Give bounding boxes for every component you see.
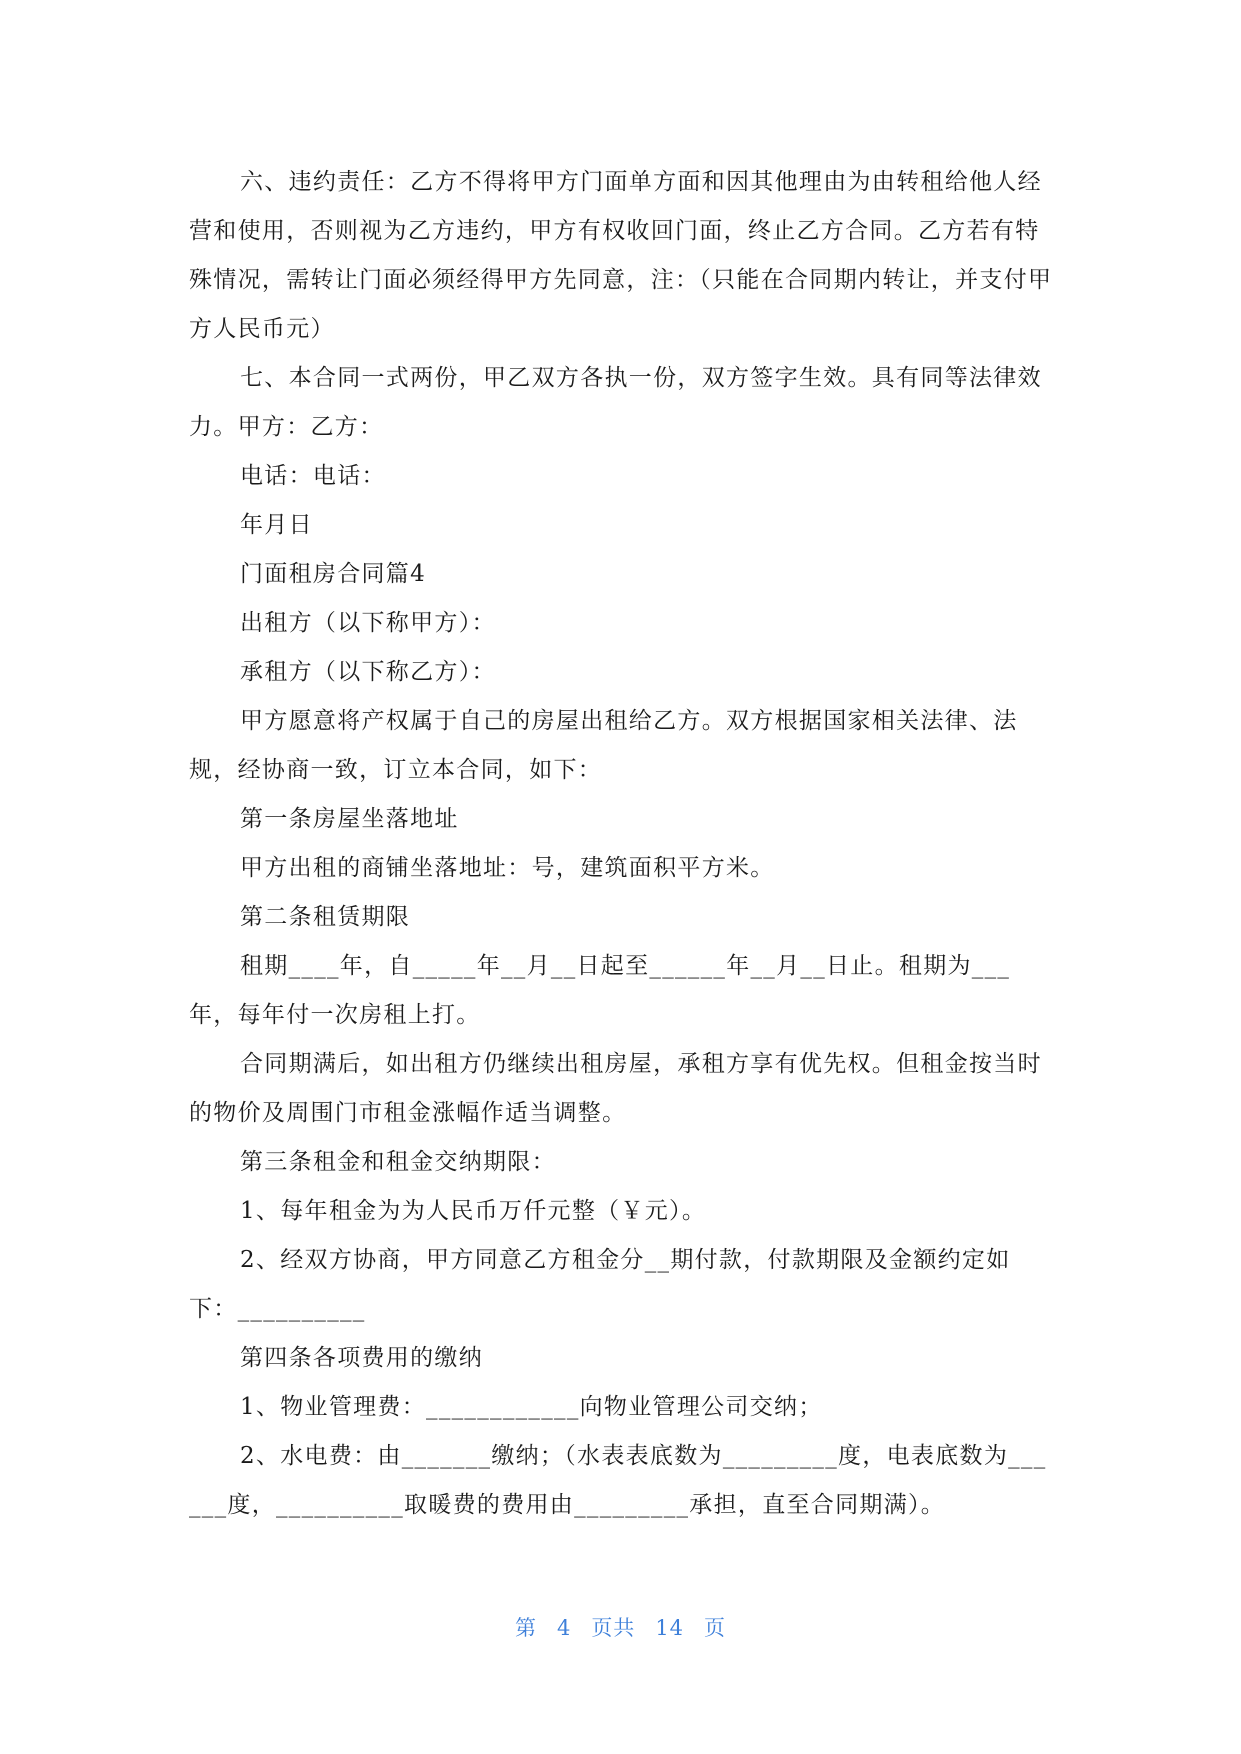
date-line: 年月日 — [240, 512, 313, 538]
clause-6-breach: 六、违约责任：乙方不得将甲方门面单方面和因其他理由为由转租给他人经营和使用，否则视为乙方违约，甲方有权收回门面，终止乙方合同。乙方若有特殊情况，需转让门面必须经得甲方先同意，注：（只能在合同期内转让，并支付甲方人民币元） — [189, 169, 1053, 342]
article-3-heading: 第三条租金和租金交纳期限： — [240, 1149, 556, 1175]
footer-prefix: 第 — [514, 1616, 537, 1640]
article-1-heading: 第一条房屋坐落地址 — [240, 806, 459, 832]
footer-suffix: 页 — [704, 1616, 727, 1640]
document-body — [189, 158, 1057, 1530]
footer-page-number: 4 — [556, 1616, 572, 1640]
footer-total-pages: 14 — [655, 1616, 685, 1640]
clause-7-copies: 七、本合同一式两份，甲乙双方各执一份，双方签字生效。具有同等法律效力。甲方：乙方： — [189, 365, 1042, 440]
preamble: 甲方愿意将产权属于自己的房屋出租给乙方。双方根据国家相关法律、法规，经协商一致，订立本合同，如下： — [189, 708, 1018, 783]
article-2-renewal: 合同期满后，如出租方仍继续出租房屋，承租方享有优先权。但租金按当时的物价及周围门市租金涨幅作适当调整。 — [189, 1051, 1042, 1126]
article-2-term: 租期____年，自_____年__月__日起至______年__月__日止。租期为___年，每年付一次房租上打。 — [189, 953, 1011, 1028]
lessee-line: 承租方（以下称乙方）： — [240, 659, 496, 685]
lessor-line: 出租方（以下称甲方）： — [240, 610, 496, 636]
article-4-utilities: 2、水电费：由_______缴纳；（水表表底数为_________度，电表底数为______度，__________取暖费的费用由_________承担，直至合同期满）。 — [189, 1443, 1047, 1518]
article-3-installments: 2、经双方协商，甲方同意乙方租金分__期付款，付款期限及金额约定如下：__________ — [189, 1247, 1011, 1322]
article-4-property-fee: 1、物业管理费：____________向物业管理公司交纳； — [240, 1394, 823, 1420]
article-4-heading: 第四条各项费用的缴纳 — [240, 1345, 483, 1371]
phone-line: 电话：电话： — [240, 463, 386, 489]
article-2-heading: 第二条租赁期限 — [240, 904, 411, 930]
article-3-rent: 1、每年租金为为人民币万仟元整（￥元）。 — [240, 1198, 707, 1224]
page-footer — [0, 1612, 1241, 1642]
footer-middle: 页共 — [591, 1616, 636, 1640]
article-1-address: 甲方出租的商铺坐落地址：号，建筑面积平方米。 — [240, 855, 775, 881]
section-title: 门面租房合同篇4 — [240, 561, 427, 587]
